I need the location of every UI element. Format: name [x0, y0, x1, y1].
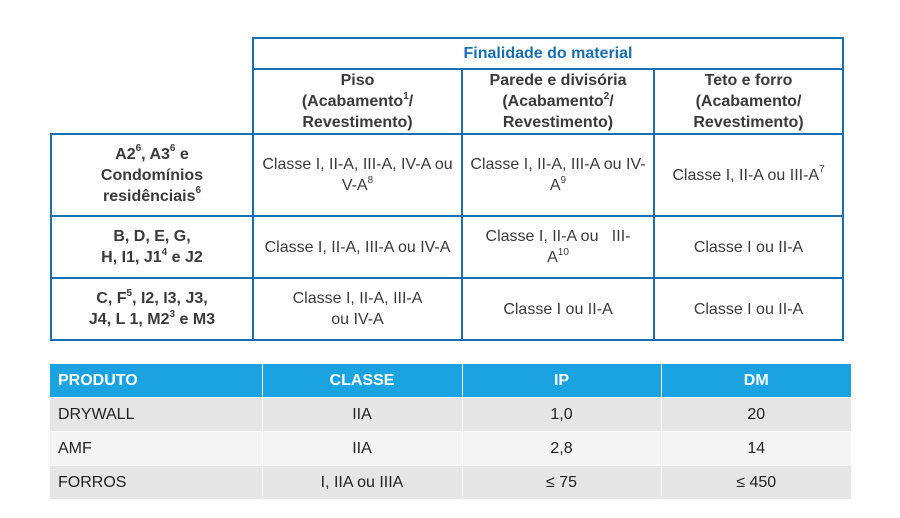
column-header-teto — [654, 69, 843, 134]
table-cell: Classe I, II-A, III-A ou IV-A — [253, 216, 462, 278]
column-header-line: Teto e forro — [704, 72, 793, 89]
column-header-line: Revestimento) — [302, 114, 413, 131]
column-header-piso — [253, 69, 462, 134]
header-group-title: Finalidade do material — [253, 38, 843, 69]
table-cell: Classe I ou II-A — [462, 278, 654, 340]
table-cell: Classe I, II-A ou III-$A^7$ — [654, 134, 843, 216]
table-row — [50, 432, 851, 466]
column-header-line: (Acabamento$^1$/ — [301, 90, 414, 110]
cell-ip: 1,0 — [462, 398, 661, 432]
table-cell: Classe I, II-A, III-A ou IV-A — [253, 278, 462, 340]
table-cell: Classe I, II-A, III-A, IV-A ou $V-A^8$ — [253, 134, 462, 216]
classification-table — [50, 37, 844, 341]
column-header-line: Piso — [340, 72, 375, 89]
column-header-parede — [462, 69, 654, 134]
cell-classe: I, IIA ou IIIA — [262, 466, 462, 500]
row-label-b-d-e-g: B, D, E, G, H, I1, $J1^4$ e J2 — [51, 216, 253, 278]
empty-corner-cell — [51, 38, 253, 69]
cell-classe: IIA — [262, 398, 462, 432]
footnote-marker: 1 — [403, 90, 409, 102]
header-dm: DM — [661, 364, 851, 398]
row-label-c-f: C, $F^5$, I2, I3, J3, J4, L 1, $M2^3$ e M3 — [51, 278, 253, 340]
cell-ip: ≤ 75 — [462, 466, 661, 500]
column-header-line: Revestimento) — [693, 114, 804, 131]
empty-corner-cell-2 — [51, 69, 253, 134]
cell-produto: AMF — [50, 432, 262, 466]
cell-classe: IIA — [262, 432, 462, 466]
cell-produto: FORROS — [50, 466, 262, 500]
cell-dm: 14 — [661, 432, 851, 466]
header-ip: IP — [462, 364, 661, 398]
row-label-a2-a3: $A2^6$, $A3^6$ e Condomínios residênciais$^6$ — [51, 134, 253, 216]
column-header-line: (Acabamento/ — [695, 93, 802, 110]
table-cell: Classe I, II-A ou III-$A^{10}$ — [462, 216, 654, 278]
product-table — [50, 364, 851, 499]
table-cell: Classe I ou II-A — [654, 278, 843, 340]
table-row — [50, 466, 851, 500]
cell-ip: 2,8 — [462, 432, 661, 466]
column-header-line: Parede e divisória — [489, 72, 627, 89]
header-classe: CLASSE — [262, 364, 462, 398]
table-row — [50, 398, 851, 432]
table-cell: Classe I ou II-A — [654, 216, 843, 278]
header-produto: PRODUTO — [50, 364, 262, 398]
cell-dm: 20 — [661, 398, 851, 432]
cell-produto: DRYWALL — [50, 398, 262, 432]
column-header-line: (Acabamento$^2$/ — [502, 90, 614, 110]
cell-dm: ≤ 450 — [661, 466, 851, 500]
column-header-line: Revestimento) — [502, 114, 614, 131]
table-cell: Classe I, II-A, III-A ou $IV-A^9$ — [462, 134, 654, 216]
footnote-marker: 2 — [603, 90, 610, 102]
